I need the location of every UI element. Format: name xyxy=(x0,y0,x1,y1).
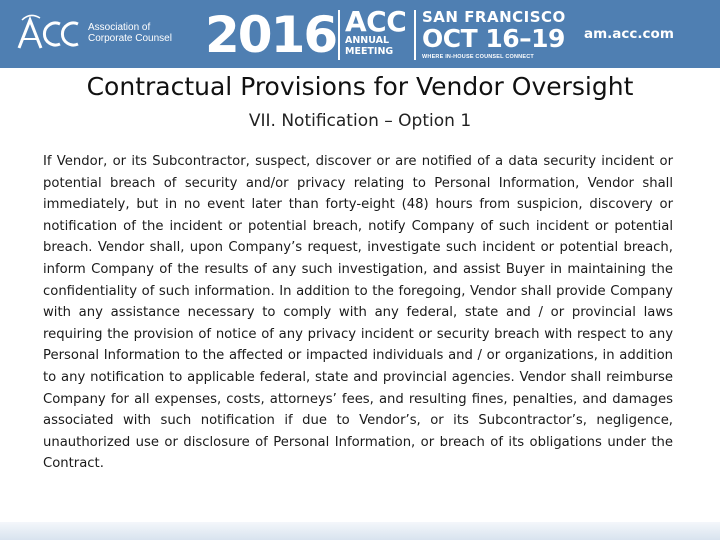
event-tagline: WHERE IN-HOUSE COUNSEL CONNECT xyxy=(422,54,534,60)
acc-wordmark: ACC xyxy=(345,5,407,38)
event-website: am.acc.com xyxy=(584,26,674,42)
header-banner xyxy=(0,0,720,68)
acc-annual-label: ANNUAL xyxy=(345,35,390,46)
acc-logo xyxy=(16,14,176,54)
logo-line-1: Association of xyxy=(88,22,151,33)
footer-bar xyxy=(0,522,720,540)
event-year: 2016 xyxy=(205,6,337,64)
slide-body-text: If Vendor, or its Subcontractor, suspect, discover or are notified of a data security incident or potential breach of security and/or privacy relating to Personal Information, Vendor shall immediately, but in no event later than forty-eight (48) hours from suspicion, discovery or notification of the incident or potential breach, notify Company of such incident or potential breach. Vendor shall, upon Company’s request, investigate such incident or potential breach, inform Company of the results of any such investigation, and assist Buyer in maintaining the confidentiality of such information. In addition to the foregoing, Vendor shall provide Company with any assistance necessary to comply with any federal, state and / or provincial laws requiring the provision of notice of any privacy incident or security breach with respect to any Personal Information to the affected or impacted individuals and / or organizations, in addition to any notification to applicable federal, state and provincial agencies. Vendor shall reimburse Company for all expenses, costs, attorneys’ fees, and resulting fines, penalties, and damages associated with such notification if due to Vendor’s, or its Subcontractor’s, negligence, unauthorized use or disclosure of Personal Information, or breach of its obligations under the Contract. xyxy=(43,154,673,472)
event-location-dates xyxy=(422,9,566,61)
slide-title: Contractual Provisions for Vendor Oversight xyxy=(86,72,634,101)
event-dates: OCT 16–19 xyxy=(422,24,565,53)
acc-logo-text xyxy=(88,22,178,44)
acc-meeting-label: MEETING xyxy=(345,45,394,57)
banner-divider xyxy=(338,10,340,60)
banner-divider-2 xyxy=(414,10,416,60)
slide-subtitle: VII. Notification – Option 1 xyxy=(248,111,472,131)
acc-logo-mark-icon xyxy=(16,14,82,54)
event-city: SAN FRANCISCO xyxy=(422,8,566,26)
logo-line-2: Corporate Counsel xyxy=(88,33,172,44)
acc-annual-meeting xyxy=(345,5,407,57)
